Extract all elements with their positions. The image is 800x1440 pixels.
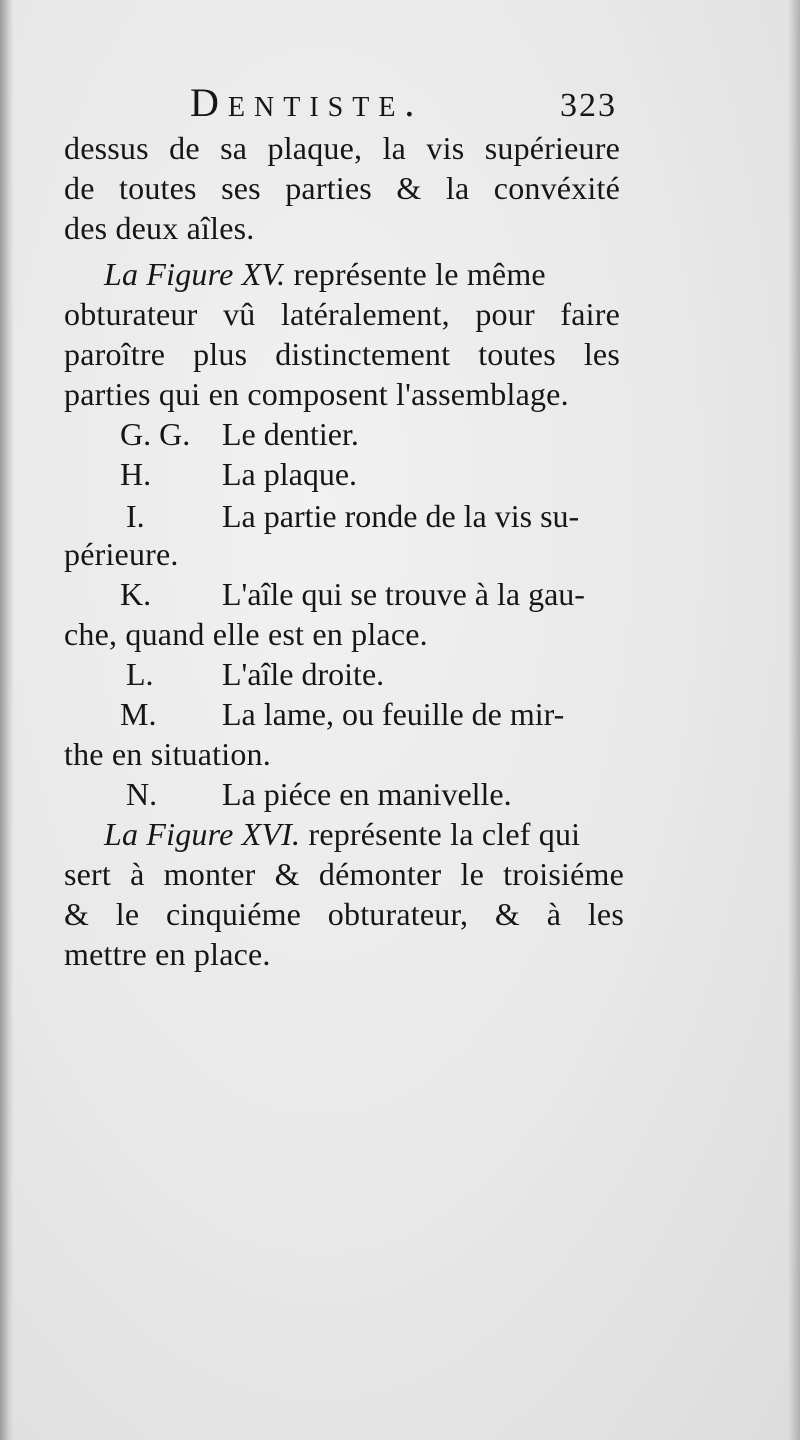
legend-item bbox=[0, 496, 800, 536]
page-header bbox=[0, 78, 800, 128]
legend-item bbox=[0, 654, 800, 694]
text-line: de toutes ses parties & la convéxité bbox=[64, 170, 620, 206]
legend-item bbox=[0, 774, 800, 814]
legend-item bbox=[0, 574, 800, 614]
figure-reference: La Figure XVI. bbox=[104, 816, 301, 852]
legend-description: Le dentier. bbox=[222, 416, 359, 452]
page-number: 323 bbox=[560, 87, 617, 124]
paragraph-first-line: La Figure XV. représente le même bbox=[104, 256, 546, 292]
legend-description: La partie ronde de la vis su- bbox=[222, 498, 580, 534]
legend-letter: H. bbox=[120, 456, 152, 492]
legend-letter: K. bbox=[120, 576, 152, 612]
legend-description: L'aîle droite. bbox=[222, 656, 385, 692]
running-title: Dentiste. bbox=[190, 80, 424, 125]
legend-item bbox=[0, 454, 800, 494]
legend-item bbox=[0, 414, 800, 454]
text-line: des deux aîles. bbox=[64, 210, 255, 246]
text-line: & le cinquiéme obturateur, & à les bbox=[64, 896, 624, 932]
figure-reference: La Figure XV. bbox=[104, 256, 286, 292]
legend-letter: L. bbox=[126, 656, 154, 692]
legend-description: La lame, ou feuille de mir- bbox=[222, 696, 565, 732]
paragraph-first-line: La Figure XVI. représente la clef qui bbox=[104, 816, 581, 852]
legend-description: L'aîle qui se trouve à la gau- bbox=[222, 576, 585, 612]
legend-description: La plaque. bbox=[222, 456, 358, 492]
text-line: sert à monter & démonter le troisiéme bbox=[64, 856, 624, 892]
text-line: mettre en place. bbox=[64, 936, 271, 972]
text-line: paroître plus distinctement toutes les bbox=[64, 336, 620, 372]
text-line: parties qui en composent l'assemblage. bbox=[64, 376, 569, 412]
legend-letter: M. bbox=[120, 696, 157, 732]
text-line: obturateur vû latéralement, pour faire bbox=[64, 296, 620, 332]
legend-letter: G. G. bbox=[120, 416, 191, 452]
text-line: dessus de sa plaque, la vis supérieure bbox=[64, 130, 620, 166]
legend-letter: I. bbox=[126, 498, 145, 534]
legend-item bbox=[0, 694, 800, 734]
legend-continuation: périeure. bbox=[64, 536, 179, 572]
legend-continuation: the en situation. bbox=[64, 736, 271, 772]
legend-description: La piéce en manivelle. bbox=[222, 776, 512, 812]
legend-letter: N. bbox=[126, 776, 158, 812]
legend-continuation: che, quand elle est en place. bbox=[64, 616, 428, 652]
